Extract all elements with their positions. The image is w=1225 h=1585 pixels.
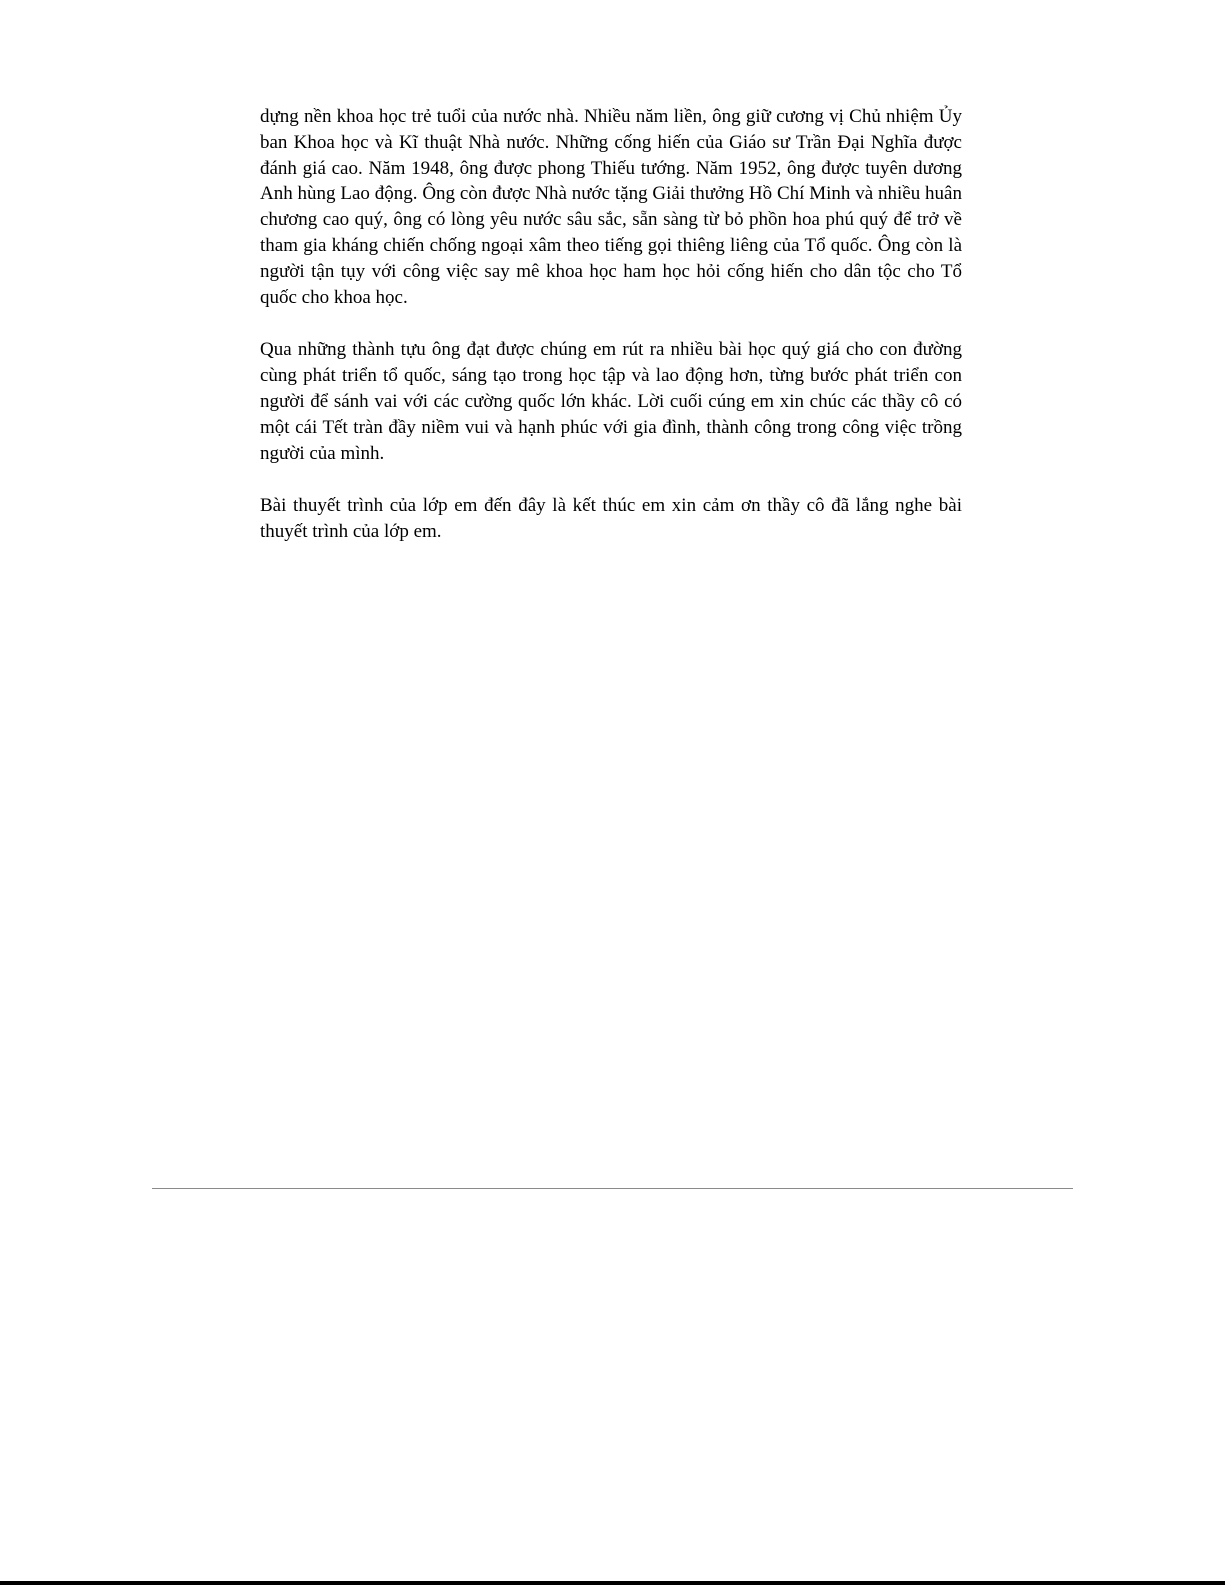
page-bottom-edge — [0, 1581, 1225, 1585]
page-break-divider — [152, 1188, 1073, 1189]
paragraph-lessons-and-wishes: Qua những thành tựu ông đạt được chúng em rút ra nhiều bài học quý giá cho con đường cùng phát triển tổ quốc, sáng tạo trong học tập và lao động hơn, từng bước phát triển con người để sánh vai với các cường quốc lớn khác. Lời cuối cúng em xin chúc các thầy cô có một cái Tết tràn đầy niềm vui và hạnh phúc với gia đình, thành công trong công việc trồng người của mình. — [260, 339, 962, 464]
paragraph-closing-remarks: Bài thuyết trình của lớp em đến đây là kết thúc em xin cảm ơn thầy cô đã lắng nghe bài thuyết trình của lớp em. — [260, 495, 962, 543]
paragraph-tran-dai-nghia-achievements: dựng nền khoa học trẻ tuổi của nước nhà. Nhiều năm liền, ông giữ cương vị Chủ nhiệm Ủy ban Khoa học và Kĩ thuật Nhà nước. Những cống hiến của Giáo sư Trần Đại Nghĩa được đánh giá cao. Năm 1948, ông được phong Thiếu tướng. Năm 1952, ông được tuyên dương Anh hùng Lao động. Ông còn được Nhà nước tặng Giải thưởng Hồ Chí Minh và nhiều huân chương cao quý, ông có lòng yêu nước sâu sắc, sẵn sàng từ bỏ phồn hoa phú quý để trở về tham gia kháng chiến chống ngoại xâm theo tiếng gọi thiêng liêng của Tổ quốc. Ông còn là người tận tụy với công việc say mê khoa học ham học hỏi cống hiến cho dân tộc cho Tổ quốc cho khoa học. — [260, 106, 962, 308]
page-body — [260, 104, 962, 572]
